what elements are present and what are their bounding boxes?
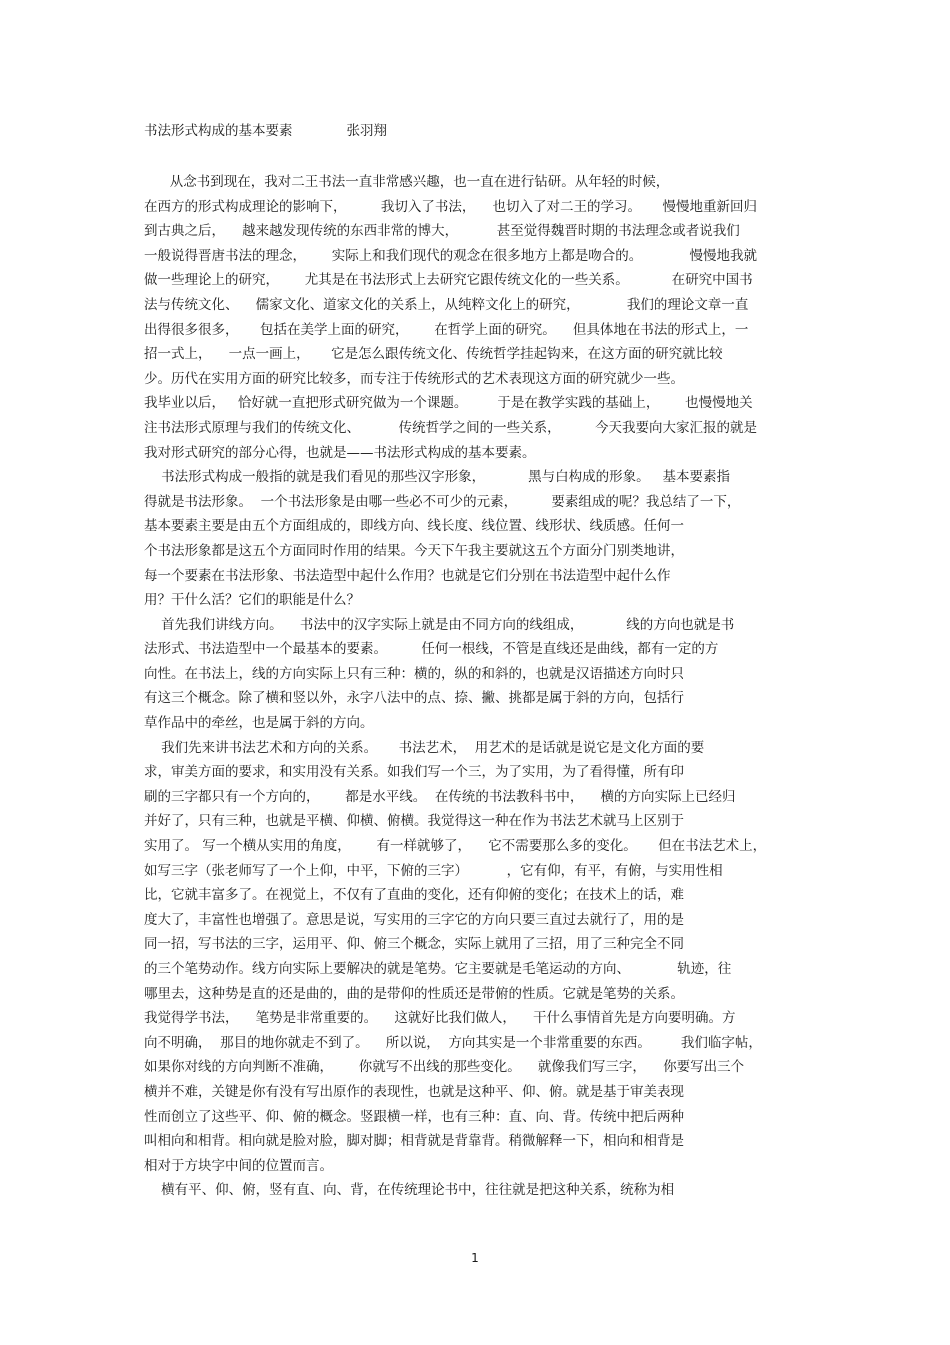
text-line: 度大了，丰富性也增强了。意思是说，写实用的三字它的方向只要三直过去就行了，用的是 <box>144 911 684 928</box>
text-line: 同一招，写书法的三字，运用平、仰、俯三个概念，实际上就用了三招，用了三种完全不同 <box>144 936 684 953</box>
text-line: 向不明确， 那目的地你就走不到了。 所以说， 方向其实是一个非常重要的东西。 我们临字帖， <box>144 1034 762 1051</box>
text-line: 叫相向和相背。相向就是脸对脸，脚对脚；相背就是背靠背。稍微解释一下，相向和相背是 <box>144 1133 684 1150</box>
text-line: 求，审美方面的要求，和实用没有关系。如我们写一个三，为了实用，为了看得懂，所有印 <box>144 764 684 781</box>
text-line: 首先我们讲线方向。 书法中的汉字实际上就是由不同方向的线组成， 线的方向也就是书 <box>144 616 735 633</box>
text-line: 横并不难，关键是你有没有写出原作的表现性，也就是这种平、仰、俯。就是基于审美表现 <box>144 1083 684 1100</box>
text-line: 做一些理论上的研究， 尤其是在书法形式上去研究它跟传统文化的一些关系。 在研究中国书 <box>144 272 753 289</box>
text-line: 相对于方块字中间的位置而言。 <box>144 1157 333 1174</box>
text-line: 哪里去，这种势是直的还是曲的，曲的是带仰的性质还是带俯的性质。它就是笔势的关系。 <box>144 985 684 1002</box>
text-line: 到古典之后， 越来越发现传统的东西非常的博大， 甚至觉得魏晋时期的书法理念或者说我们 <box>144 223 740 240</box>
text-line: 有这三个概念。除了横和竖以外，永字八法中的点、捺、撇、挑都是属于斜的方向，包括行 <box>144 690 684 707</box>
text-line: 一般说得晋唐书法的理念， 实际上和我们现代的观念在很多地方上都是吻合的。 慢慢地我就 <box>144 247 757 264</box>
text-line: 在西方的形式构成理论的影响下， 我切入了书法， 也切入了对二王的学习。 慢慢地重新回归 <box>144 198 757 215</box>
text-line: 用？干什么活？它们的职能是什么？ <box>144 592 360 609</box>
page-number: 1 <box>471 1251 479 1265</box>
text-line: 出得很多很多， 包括在美学上面的研究， 在哲学上面的研究。 但具体地在书法的形式上，一 <box>144 321 749 338</box>
text-line: 得就是书法形象。 一个书法形象是由哪一些必不可少的元素， 要素组成的呢？我总结了一下， <box>144 493 741 510</box>
text-line: 比，它就丰富多了。在视觉上，不仅有了直曲的变化，还有仰俯的变化；在技术上的话，难 <box>144 887 684 904</box>
text-line: 的三个笔势动作。线方向实际上要解决的就是笔势。它主要就是毛笔运动的方向、 轨迹，往 <box>144 961 732 977</box>
document-title: 书法形式构成的基本要素 <box>144 123 293 139</box>
text-line: 横有平、仰、俯，竖有直、向、背，在传统理论书中，往往就是把这种关系，统称为相 <box>144 1182 675 1199</box>
text-line: 基本要素主要是由五个方面组成的，即线方向、线长度、线位置、线形状、线质感。任何一 <box>144 518 684 535</box>
text-line: 草作品中的牵丝，也是属于斜的方向。 <box>144 715 374 732</box>
text-line: 法形式、书法造型中一个最基本的要素。 任何一根线，不管是直线还是曲线，都有一定的方 <box>144 641 719 658</box>
text-line: 实用了。 写一个横从实用的角度， 有一样就够了， 它不需要那么多的变化。 但在书法艺术上， <box>144 838 767 855</box>
text-line: 个书法形象都是这五个方面同时作用的结果。今天下午我主要就这五个方面分门别类地讲， <box>144 542 684 559</box>
text-line: 如果你对线的方向判断不准确， 你就写不出线的那些变化。 就像我们写三字， 你要写出三个 <box>144 1059 745 1076</box>
text-line: 并好了，只有三种，也就是平横、仰横、俯横。我觉得这一种在作为书法艺术就马上区别于 <box>144 813 684 830</box>
title-row <box>144 121 387 141</box>
text-line: 如写三字（张老师写了一个上仰，中平，下俯的三字） ，它有仰，有平，有俯，与实用性相 <box>144 862 723 879</box>
text-line: 性而创立了这些平、仰、俯的概念。竖跟横一样，也有三种：直、向、背。传统中把后两种 <box>144 1108 684 1125</box>
author-name: 张羽翔 <box>346 123 387 139</box>
text-line: 书法形式构成一般指的就是我们看见的那些汉字形象， 黑与白构成的形象。 基本要素指 <box>144 469 730 486</box>
text-line: 我对形式研究的部分心得，也就是——书法形式构成的基本要素。 <box>144 444 536 461</box>
text-line: 刷的三字都只有一个方向的， 都是水平线。 在传统的书法教科书中， 横的方向实际上已经归 <box>144 788 736 805</box>
text-line: 每一个要素在书法形象、书法造型中起什么作用？也就是它们分别在书法造型中起什么作 <box>144 567 671 584</box>
text-line: 注书法形式原理与我们的传统文化、 传统哲学之间的一些关系， 今天我要向大家汇报的就是 <box>144 419 757 436</box>
text-line: 我们先来讲书法艺术和方向的关系。 书法艺术， 用艺术的是话就是说它是文化方面的要 <box>144 739 705 756</box>
text-line: 向性。在书法上，线的方向实际上只有三种：横的，纵的和斜的，也就是汉语描述方向时只 <box>144 665 684 682</box>
text-line: 我毕业以后， 恰好就一直把形式研究做为一个课题。 于是在教学实践的基础上， 也慢慢地关 <box>144 395 753 412</box>
text-line: 法与传统文化、 儒家文化、道家文化的关系上，从纯粹文化上的研究， 我们的理论文章一直 <box>144 296 749 313</box>
text-line: 我觉得学书法， 笔势是非常重要的。 这就好比我们做人， 干什么事情首先是方向要明确。方 <box>144 1010 736 1027</box>
document-body <box>144 170 814 1203</box>
text-line: 从念书到现在，我对二王书法一直非常感兴趣，也一直在进行钻研。从年轻的时候， <box>144 174 670 190</box>
text-line: 少。历代在实用方面的研究比较多，而专注于传统形式的艺术表现这方面的研究就少一些。 <box>144 370 684 387</box>
text-line: 招一式上， 一点一画上， 它是怎么跟传统文化、传统哲学挂起钩来，在这方面的研究就比较 <box>144 346 723 363</box>
